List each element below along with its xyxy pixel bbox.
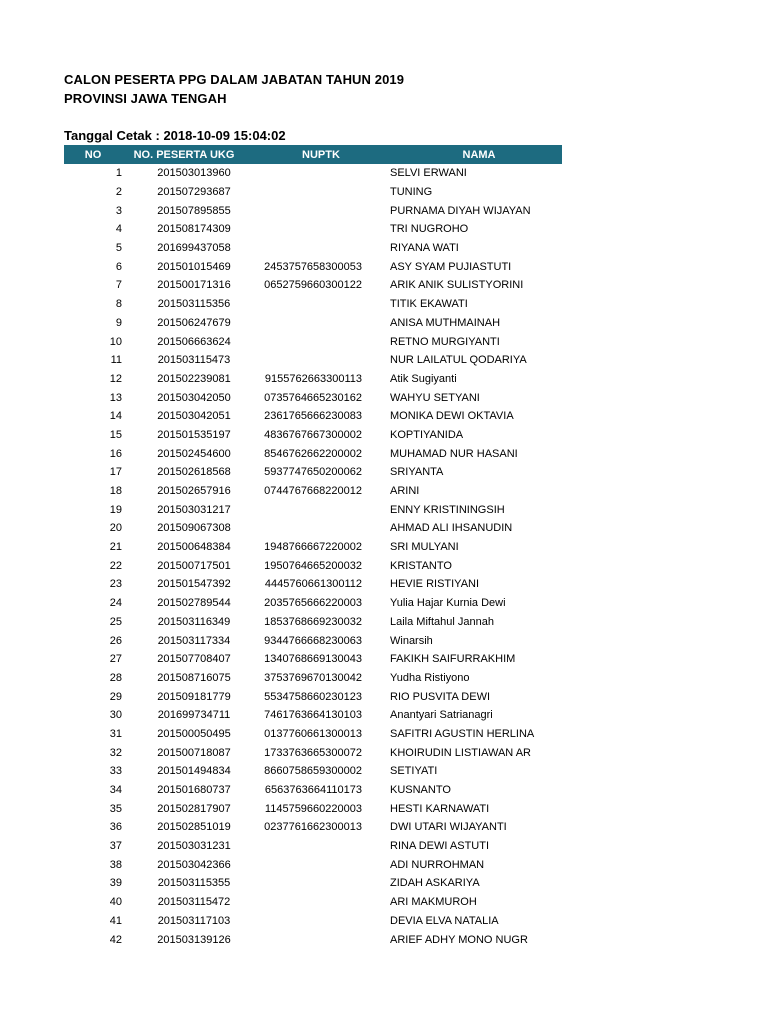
table-row — [64, 295, 562, 314]
table-row — [64, 220, 562, 239]
cell-no: 25 — [109, 615, 122, 628]
table-row — [64, 351, 562, 370]
cell-nuptk: 2453757658300053 — [264, 260, 362, 273]
participant-table — [64, 145, 562, 949]
cell-nama: ANISA MUTHMAINAH — [390, 316, 501, 329]
cell-nuptk: 1340768669130043 — [264, 653, 362, 666]
header-nama: NAMA — [462, 148, 496, 161]
header-nuptk: NUPTK — [302, 148, 340, 161]
cell-nama: SRI MULYANI — [390, 541, 459, 554]
cell-no: 24 — [109, 597, 122, 610]
cell-nama: TITIK EKAWATI — [390, 298, 468, 311]
table-row — [64, 762, 562, 781]
cell-no: 38 — [109, 858, 122, 871]
cell-no: 35 — [109, 802, 122, 815]
cell-ukg: 201501015469 — [157, 260, 231, 273]
cell-ukg: 201699734711 — [157, 709, 231, 722]
table-row — [64, 538, 562, 557]
table-row — [64, 463, 562, 482]
table-header — [64, 145, 562, 164]
table-row — [64, 519, 562, 538]
cell-no: 21 — [109, 541, 122, 554]
cell-ukg: 201503042051 — [157, 410, 231, 423]
table-row — [64, 556, 562, 575]
cell-no: 8 — [115, 298, 122, 311]
cell-nama: RIO PUSVITA DEWI — [390, 690, 491, 703]
cell-no: 40 — [109, 896, 122, 909]
cell-nama: Yudha Ristiyono — [390, 671, 470, 684]
cell-nama: SETIYATI — [390, 765, 438, 778]
cell-ukg: 201502454600 — [157, 447, 231, 460]
cell-nuptk: 3753769670130042 — [264, 671, 362, 684]
cell-nama: HEVIE RISTIYANI — [390, 578, 480, 591]
cell-no: 13 — [109, 391, 122, 404]
table-row — [64, 426, 562, 445]
cell-ukg: 201503115355 — [157, 877, 231, 890]
table-row — [64, 855, 562, 874]
cell-nama: TRI NUGROHO — [390, 223, 469, 236]
table-row — [64, 912, 562, 931]
header-ukg: NO. PESERTA UKG — [133, 148, 235, 161]
cell-nama: NUR LAILATUL QODARIYA — [390, 354, 527, 367]
cell-ukg: 201507708407 — [157, 653, 231, 666]
table-row — [64, 444, 562, 463]
table-row — [64, 407, 562, 426]
cell-no: 41 — [109, 914, 122, 927]
cell-ukg: 201502851019 — [157, 821, 231, 834]
cell-nama: RIYANA WATI — [390, 242, 459, 255]
cell-nuptk: 5937747650200062 — [264, 466, 362, 479]
cell-nama: PURNAMA DIYAH WIJAYAN — [390, 204, 531, 217]
print-date: Tanggal Cetak : 2018-10-09 15:04:02 — [64, 128, 286, 143]
document-title — [64, 70, 404, 108]
cell-nama: Anantyari Satrianagri — [390, 709, 493, 722]
cell-ukg: 201503115473 — [157, 354, 231, 367]
cell-no: 19 — [109, 503, 122, 516]
cell-no: 27 — [109, 653, 122, 666]
cell-no: 14 — [109, 410, 122, 423]
cell-ukg: 201502789544 — [157, 597, 231, 610]
cell-nama: WAHYU SETYANI — [390, 391, 480, 404]
cell-nuptk: 9155762663300113 — [264, 372, 362, 385]
cell-no: 18 — [109, 485, 122, 498]
cell-ukg: 201509181779 — [157, 690, 231, 703]
cell-ukg: 201501494834 — [157, 765, 231, 778]
cell-nama: ARINI — [390, 485, 420, 498]
table-body — [64, 164, 562, 949]
table-row — [64, 575, 562, 594]
title-line-1: CALON PESERTA PPG DALAM JABATAN TAHUN 2019 — [64, 72, 405, 87]
table-row — [64, 594, 562, 613]
cell-nuptk: 2035765666220003 — [264, 597, 362, 610]
table-row — [64, 332, 562, 351]
cell-no: 16 — [109, 447, 122, 460]
cell-no: 9 — [115, 316, 122, 329]
cell-ukg: 201500717501 — [157, 559, 231, 572]
cell-no: 33 — [109, 765, 122, 778]
cell-nama: KRISTANTO — [390, 559, 452, 572]
cell-no: 23 — [109, 578, 122, 591]
table-row — [64, 725, 562, 744]
cell-nuptk: 7461763664130103 — [264, 709, 362, 722]
cell-no: 1 — [115, 167, 122, 180]
cell-no: 29 — [109, 690, 122, 703]
cell-no: 3 — [115, 204, 122, 217]
cell-ukg: 201699437058 — [157, 242, 231, 255]
cell-ukg: 201503042050 — [157, 391, 231, 404]
cell-nama: ARIK ANIK SULISTYORINI — [390, 279, 524, 292]
cell-no: 2 — [115, 186, 122, 199]
cell-nuptk: 6563763664110173 — [264, 784, 362, 797]
cell-ukg: 201501680737 — [157, 784, 231, 797]
cell-nama: RETNO MURGIYANTI — [390, 335, 500, 348]
cell-nama: KOPTIYANIDA — [390, 428, 464, 441]
cell-ukg: 201500171316 — [157, 279, 231, 292]
cell-ukg: 201503013960 — [157, 167, 231, 180]
cell-nama: RINA DEWI ASTUTI — [390, 840, 490, 853]
cell-no: 11 — [110, 354, 122, 367]
cell-nama: TUNING — [390, 186, 433, 199]
cell-ukg: 201509067308 — [157, 522, 231, 535]
table-row — [64, 799, 562, 818]
cell-ukg: 201503139126 — [157, 933, 231, 946]
cell-ukg: 201500648384 — [157, 541, 231, 554]
cell-ukg: 201507293687 — [157, 186, 231, 199]
cell-nama: MUHAMAD NUR HASANI — [390, 447, 518, 460]
table-row — [64, 201, 562, 220]
table-row — [64, 706, 562, 725]
table-row — [64, 613, 562, 632]
table-row — [64, 500, 562, 519]
header-no: NO — [84, 148, 102, 161]
cell-no: 10 — [109, 335, 122, 348]
cell-no: 32 — [109, 746, 122, 759]
cell-nuptk: 0744767668220012 — [264, 485, 362, 498]
cell-nama: Winarsih — [390, 634, 433, 647]
cell-nuptk: 1733763665300072 — [264, 746, 362, 759]
cell-nuptk: 5534758660230123 — [264, 690, 362, 703]
cell-nama: Yulia Hajar Kurnia Dewi — [390, 597, 506, 610]
cell-no: 34 — [109, 784, 122, 797]
cell-nama: SAFITRI AGUSTIN HERLINA — [390, 727, 535, 740]
cell-nama: ADI NURROHMAN — [390, 858, 485, 871]
table-row — [64, 482, 562, 501]
cell-nuptk: 1950764665200032 — [264, 559, 362, 572]
table-row — [64, 314, 562, 333]
cell-ukg: 201503042366 — [157, 858, 231, 871]
cell-nama: AHMAD ALI IHSANUDIN — [390, 522, 513, 535]
table-row — [64, 781, 562, 800]
table-row — [64, 276, 562, 295]
cell-ukg: 201503031217 — [157, 503, 231, 516]
title-line-2: PROVINSI JAWA TENGAH — [64, 91, 227, 106]
cell-ukg: 201502657916 — [157, 485, 231, 498]
cell-ukg: 201502817907 — [157, 802, 231, 815]
cell-nuptk: 4445760661300112 — [264, 578, 362, 591]
cell-nuptk: 8660758659300002 — [264, 765, 362, 778]
cell-ukg: 201500050495 — [157, 727, 231, 740]
table-row — [64, 239, 562, 258]
cell-nuptk: 1853768669230032 — [264, 615, 362, 628]
cell-ukg: 201503116349 — [157, 615, 231, 628]
table-row — [64, 388, 562, 407]
cell-nama: SRIYANTA — [390, 466, 444, 479]
table-row — [64, 874, 562, 893]
table-row — [64, 183, 562, 202]
cell-nama: KHOIRUDIN LISTIAWAN AR — [390, 746, 531, 759]
table-row — [64, 631, 562, 650]
cell-no: 5 — [115, 242, 122, 255]
cell-nama: HESTI KARNAWATI — [390, 802, 490, 815]
cell-no: 22 — [109, 559, 122, 572]
cell-no: 7 — [115, 279, 122, 292]
cell-no: 31 — [109, 727, 122, 740]
cell-ukg: 201503117103 — [157, 914, 231, 927]
table-row — [64, 370, 562, 389]
cell-nama: DWI UTARI WIJAYANTI — [390, 821, 507, 834]
cell-nama: Atik Sugiyanti — [390, 372, 457, 385]
cell-nuptk: 1145759660220003 — [264, 802, 362, 815]
cell-ukg: 201508174309 — [157, 223, 231, 236]
cell-ukg: 201503117334 — [157, 634, 231, 647]
cell-nama: DEVIA ELVA NATALIA — [390, 914, 499, 927]
cell-nama: ARI MAKMUROH — [390, 896, 477, 909]
cell-nuptk: 4836767667300002 — [264, 428, 362, 441]
table-row — [64, 650, 562, 669]
cell-nama: ARIEF ADHY MONO NUGR — [390, 933, 528, 946]
cell-no: 39 — [109, 877, 122, 890]
cell-ukg: 201506247679 — [157, 316, 231, 329]
cell-ukg: 201503115356 — [157, 298, 231, 311]
cell-ukg: 201501547392 — [157, 578, 231, 591]
cell-nama: ASY SYAM PUJIASTUTI — [390, 260, 512, 273]
cell-no: 28 — [109, 671, 122, 684]
table-row — [64, 837, 562, 856]
table-row — [64, 818, 562, 837]
cell-ukg: 201507895855 — [157, 204, 231, 217]
cell-ukg: 201502239081 — [157, 372, 231, 385]
cell-nama: KUSNANTO — [390, 784, 451, 797]
cell-no: 6 — [115, 260, 122, 273]
cell-nuptk: 0652759660300122 — [264, 279, 362, 292]
cell-nuptk: 0735764665230162 — [264, 391, 362, 404]
cell-nama: FAKIKH SAIFURRAKHIM — [390, 653, 516, 666]
cell-no: 42 — [109, 933, 122, 946]
table-row — [64, 669, 562, 688]
cell-nuptk: 0237761662300013 — [264, 821, 362, 834]
cell-nuptk: 8546762662200002 — [264, 447, 362, 460]
cell-no: 30 — [109, 709, 122, 722]
table-row — [64, 687, 562, 706]
cell-nuptk: 1948766667220002 — [264, 541, 362, 554]
cell-no: 4 — [115, 223, 122, 236]
table-row — [64, 164, 562, 183]
cell-nama: Laila Miftahul Jannah — [390, 615, 494, 628]
table-row — [64, 930, 562, 949]
cell-nama: ZIDAH ASKARIYA — [390, 877, 480, 890]
cell-nuptk: 2361765666230083 — [264, 410, 362, 423]
table-row — [64, 743, 562, 762]
cell-no: 37 — [109, 840, 122, 853]
cell-ukg: 201503031231 — [157, 840, 231, 853]
cell-ukg: 201508716075 — [157, 671, 231, 684]
cell-nama: SELVI ERWANI — [390, 167, 467, 180]
table-row — [64, 893, 562, 912]
cell-ukg: 201502618568 — [157, 466, 231, 479]
cell-no: 36 — [109, 821, 122, 834]
table-row — [64, 257, 562, 276]
cell-no: 12 — [109, 372, 122, 385]
cell-no: 20 — [109, 522, 122, 535]
cell-ukg: 201500718087 — [157, 746, 231, 759]
cell-nuptk: 0137760661300013 — [264, 727, 362, 740]
cell-ukg: 201503115472 — [157, 896, 231, 909]
cell-nuptk: 9344766668230063 — [264, 634, 362, 647]
cell-no: 15 — [109, 428, 122, 441]
cell-no: 26 — [109, 634, 122, 647]
cell-nama: MONIKA DEWI OKTAVIA — [390, 410, 514, 423]
cell-no: 17 — [109, 466, 122, 479]
cell-nama: ENNY KRISTININGSIH — [390, 503, 505, 516]
cell-ukg: 201501535197 — [157, 428, 231, 441]
cell-ukg: 201506663624 — [157, 335, 231, 348]
